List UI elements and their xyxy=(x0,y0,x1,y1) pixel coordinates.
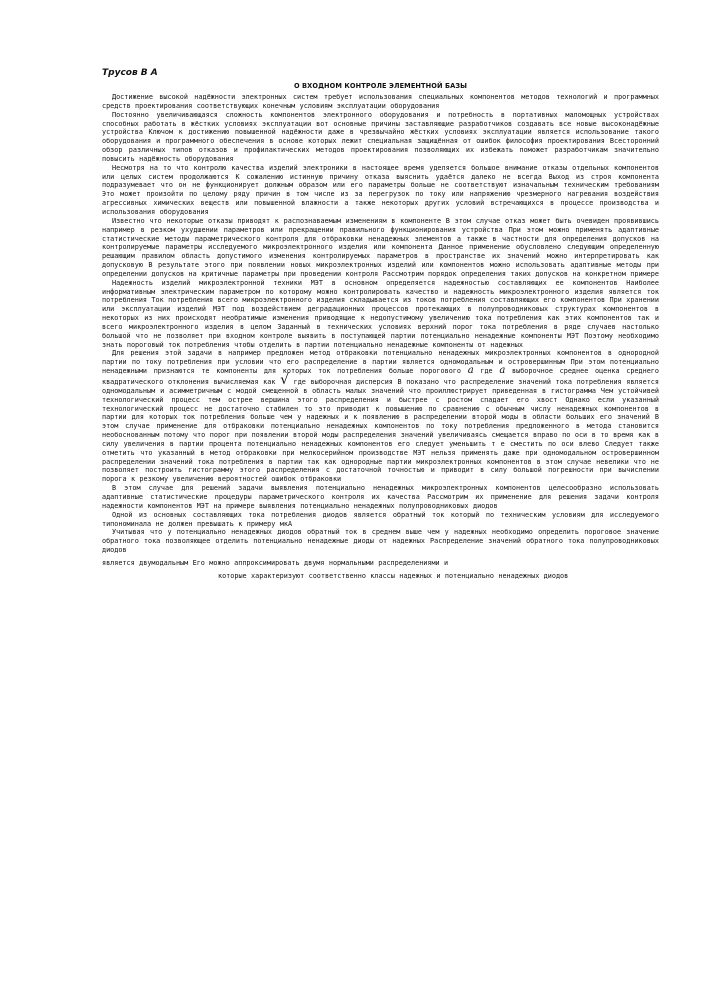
paragraph-2: Постоянно увеличивающаяся сложность компонентов электронного оборудования и потребность в портативных маломощных устройствах способных работать в жёстких условиях эксплуатации вот основные причины заставляющие разработчиков создавать все новые высоконадёжные устройства Ключом к достижению повышенной надёжности даже в чрезвычайно жёстких условиях эксплуатации является использование такого оборудования и программного обеспечения в основе которых лежит специальная защищённая от ошибок философия проектирования Всесторонний обзор различных типов отказов и профилактических методов проектирования позволяющих их избежать поможет разработчикам значительно повысить надёжность оборудования xyxy=(102,110,659,163)
author-name: Трусов В А xyxy=(102,68,158,78)
paragraph-6-part-b: выборочное среднее оценка среднего квадратического отклонения вычисляемая как xyxy=(102,367,659,386)
paragraph-7: В этом случае для решений задачи выявления потенциально ненадежных микроэлектронных компонентов целесообразно использовать адаптивные статистические процедуры параметрического контроля их качества Рассмотрим их применение для решения задачи контроля надежности компонентов МЭТ на примере выявления потенциально ненадежных полупроводниковых диодов xyxy=(102,484,659,510)
paragraph-6-part-a: Для решения этой задачи в например предложен метод отбраковки потенциально ненадежных микроэлектронных компонентов в однородной партии по току потребления при условии что его распределение в партии является одномодальным и островершинным При этом потенциально ненадежными признаются те компоненты для которых ток потребления больше порогового xyxy=(102,349,659,376)
paragraph-8: Одной из основных составляющих тока потребления диодов является обратный ток который по техническим условиям для исследуемого типономинала не должен превышать к примеру мкА xyxy=(102,510,659,528)
paragraph-1: Достижение высокой надёжности электронных систем требует использования специальных компонентов методов технологий и программных средств проектирования соответствующих конечным условиям эксплуатации оборудования xyxy=(102,93,659,110)
mean-symbol: a xyxy=(499,365,506,377)
paragraph-6-part-c: где выборочная дисперсия В показано что распределение значений тока потребления является одномодальным и асимметричным с модой смещенной в область малых значений что проиллюстрирует приведенная в гистограмма Чем устойчивей технологический процесс тем острее вершина этого распределения и быстрее с ростом спадает его хвост Однако если указанный технологический процесс не достаточно стабилен то это приводит к повышению по сравнению с обычным числу ненадежных компонентов в партии для которых ток потребления больше чем у надежных и к появлению в распределении второй моды в области больших его значений В этом случае применение для отбраковки потенциально ненадежных компонентов по току потребления предложенного в метода становится необоснованным потому что порог при появлении второй моды распределения значений увеличиваясь смещается вправо по оси в то время как в силу увеличения в партии процента потенциально ненадежных компонентов его следует уменьшить т е сместить по оси влево Следует также отметить что указанный в метод отбраковки при мелкосерийном производстве МЭТ нельзя применять даже при одномодальном островершинном распределении значений тока потребления в партии так как однородные партии микроэлектронных компонентов в этом случае невелики что не позволяет построить гистограмму этого распределения с достаточной точностью и приводит в силу большой погрешности при вычислении порога к резкому увеличению вероятностей ошибок отбраковки xyxy=(102,378,659,484)
sqrt-symbol: √ xyxy=(280,372,289,388)
document-page xyxy=(102,68,659,581)
paragraph-4: Известно что некоторые отказы приводят к распознаваемым изменениям в компоненте В этом случае отказ может быть очевиден проявившись например в резком ухудшении параметров или прекращении правильного функционирования устройства При этом можно применять адаптивные статистические методы параметрического контроля для отбраковки ненадежных элементов а также в частности для определения допусков на контролируемые параметры исследуемого микроэлектронного изделия или компонента Данное применение обусловлено следующим определенную решающим правилом область допустимого изменения контролируемых параметров в пространстве их значений можно интерпретировать как допусковую В результате этого при появлении новых микроэлектронных изделий или компонентов можно использовать адаптивные методы при определении допусков на критичные параметры при проведении контроля Рассмотрим порядок определения таких допусков на конкретном примере xyxy=(102,216,659,278)
where-label: где xyxy=(480,367,493,376)
paragraph-3: Несмотря на то что контролю качества изделий электроники в настоящее время уделяется большое внимание отказы отдельных компонентов или целых систем продолжаются К сожалению истинную причину отказа выяснить удаётся далеко не всегда Выход из строя компонента подразумевает что он не функционирует должным образом или его параметры больше не соответствуют изначальным техническим требованиям Это может произойти по целому ряду причин в том числе из за перегрузок по току или напряжению чрезмерного нагревания воздействия агрессивных химических веществ или повышенной влажности а также некоторых других условий встречающихся в процессе производства и использования оборудования xyxy=(102,163,659,216)
paragraph-5: Надежность изделий микроэлектронной техники МЭТ в основном определяется надежностью составляющих ее компонентов Наиболее информативным электрическим параметром по которому можно контролировать качество и надежность микроэлектронного изделия является ток потребления Ток потребления всего микроэлектронного изделия складывается из токов потребления составляющих его компонентов При хранении или эксплуатации изделий МЭТ под воздействием деградационных процессов протекающих в полупроводниковых структурах компонентов в некоторых из них происходят необратимые изменения приводящие к недопустимому увеличению тока потребления как этих компонентов так и всего микроэлектронного изделия в целом Заданный в технических условиях верхний порог тока потребления в ряде случаев настолько большой что не позволяет при входном контроле выявить в поступающей партии потенциально ненадежные компоненты МЭТ Поэтому необходимо знать пороговый ток потребления чтобы отделить в партии потенциально ненадежные компоненты от надежных xyxy=(102,278,659,349)
article-title: О ВХОДНОМ КОНТРОЛЕ ЭЛЕМЕНТНОЙ БАЗЫ xyxy=(293,82,468,90)
threshold-symbol: a xyxy=(467,365,474,377)
paragraph-9-continued: является двумодальным Его можно аппроксимировать двумя нормальными распределениями и xyxy=(102,558,449,567)
paragraph-9: Учитывая что у потенциально ненадежных диодов обратный ток в среднем выше чем у надежных необходимо определить пороговое значение обратного тока позволяющее отделить потенциально ненадежные диоды от надежных Распределение значений обратного тока полупроводниковых диодов xyxy=(102,528,659,555)
paragraph-6 xyxy=(102,349,659,484)
paragraph-10: которые характеризуют соответственно классы надежных и потенциально ненадежных диодов xyxy=(218,571,569,580)
